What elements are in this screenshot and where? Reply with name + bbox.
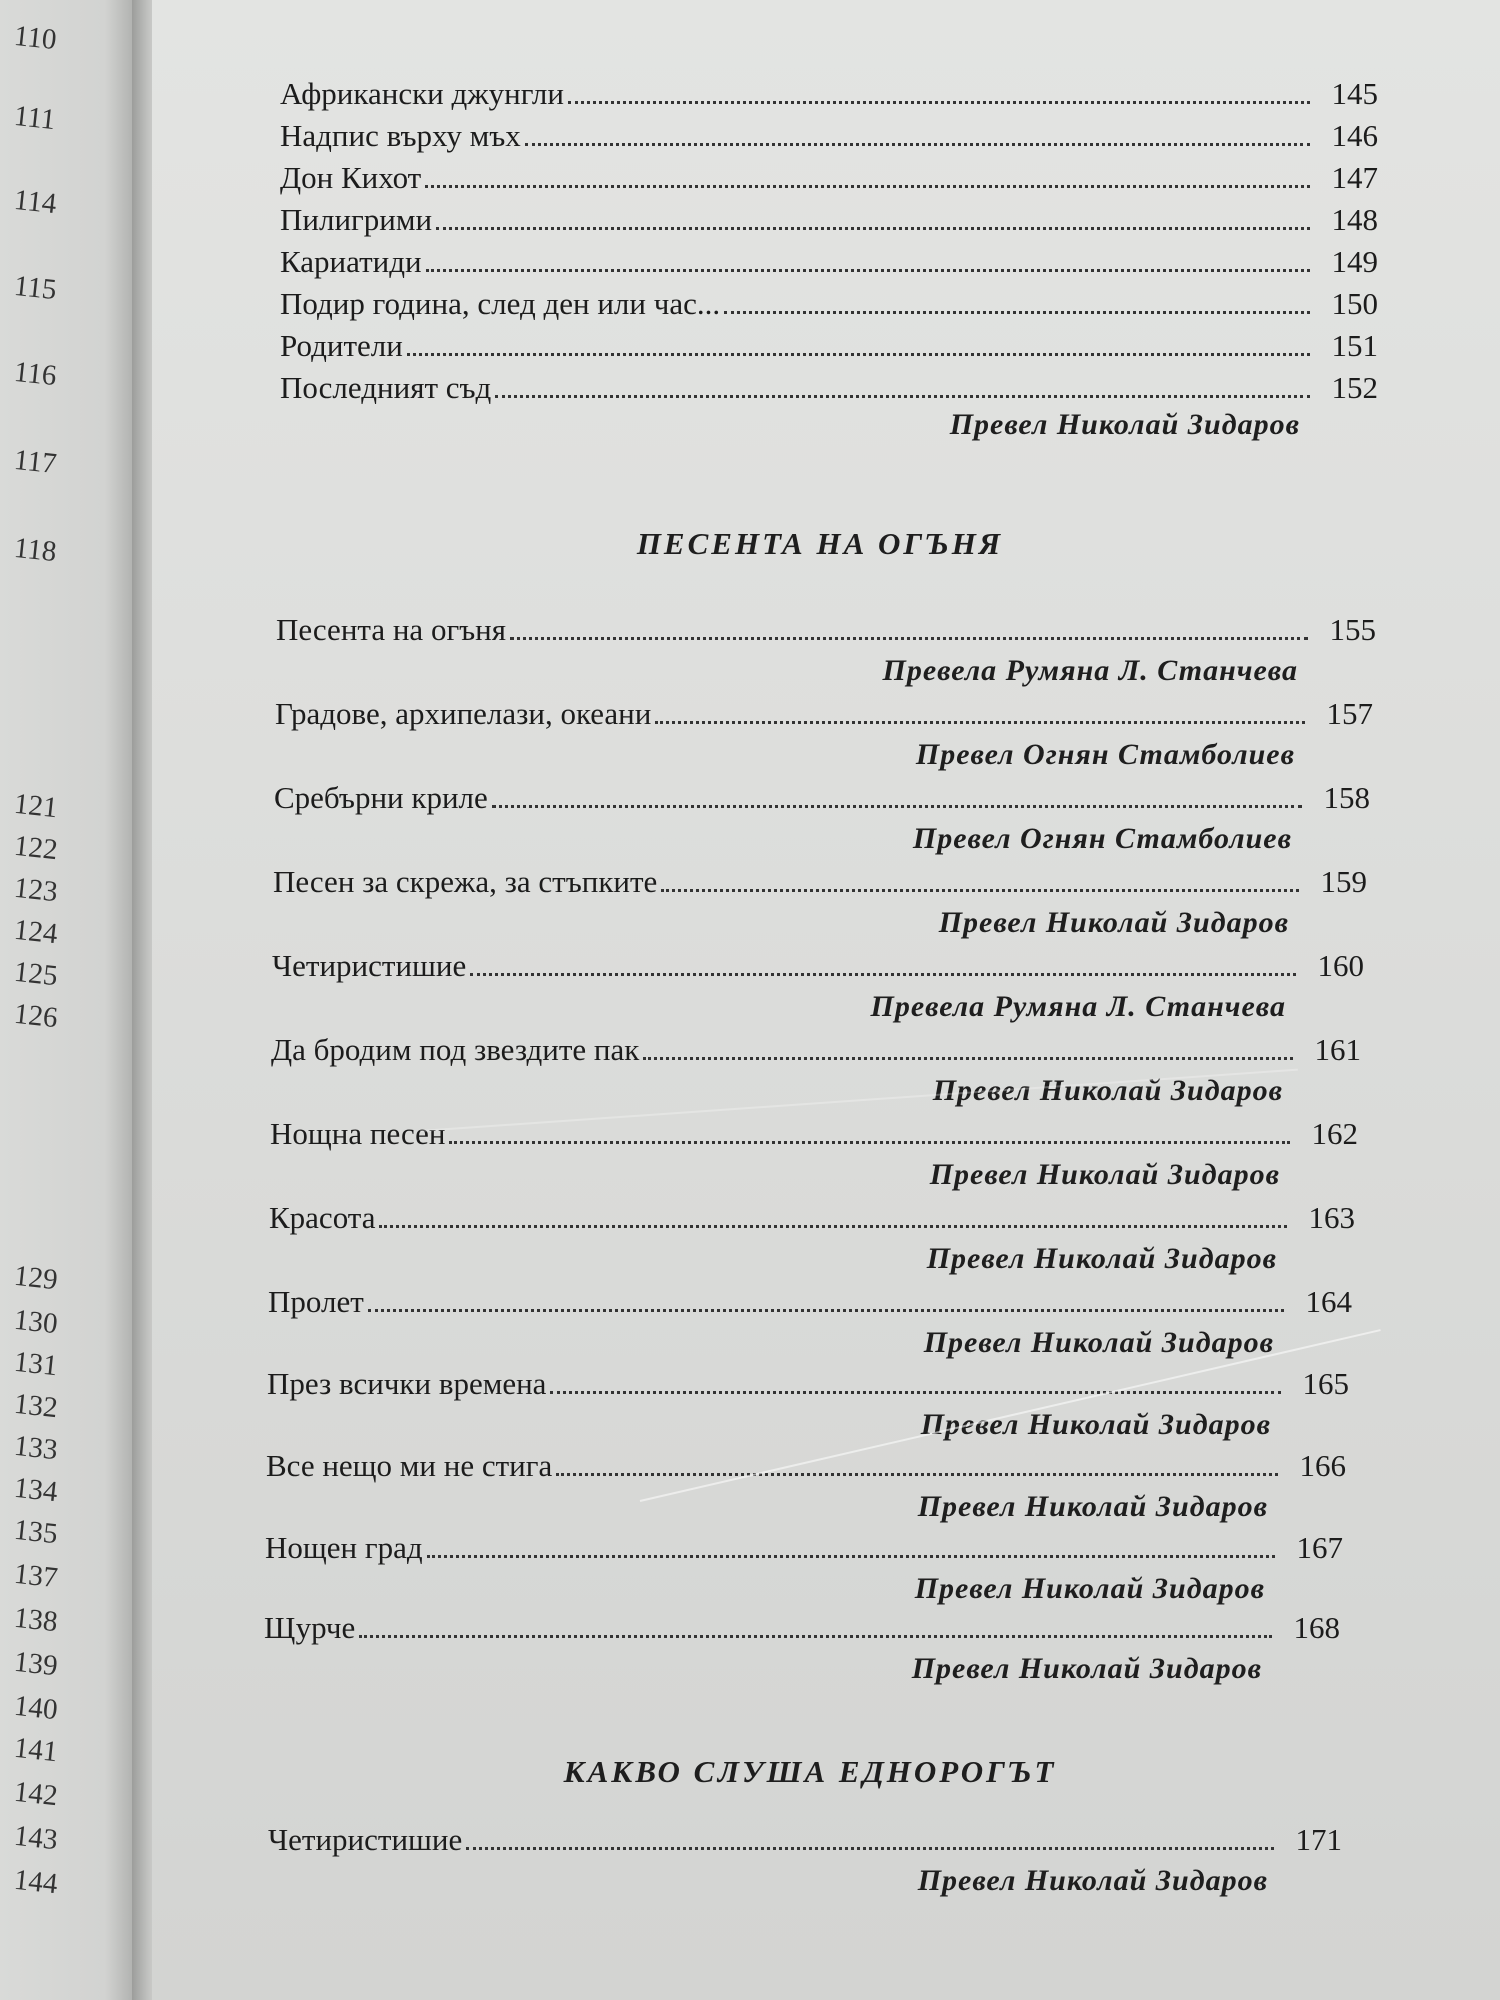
left-margin-number: 135 <box>12 1513 60 1551</box>
dot-leader <box>495 395 1310 398</box>
entry-title: Надпис върху мъх <box>280 118 521 153</box>
translator-credit: Превел Николай Зидаров <box>929 1158 1280 1191</box>
toc-entry <box>280 328 1378 364</box>
dot-leader <box>436 227 1310 230</box>
left-margin-number: 131 <box>12 1345 60 1383</box>
dot-leader <box>379 1225 1287 1228</box>
dot-leader <box>470 973 1296 976</box>
toc-entry <box>280 244 1378 280</box>
translator-credit: Превел Огнян Стамболиев <box>912 822 1292 855</box>
entry-page-number: 155 <box>1329 612 1376 647</box>
toc-entry <box>267 1366 1349 1402</box>
entry-title: През всички времена <box>267 1366 547 1401</box>
toc-entry <box>266 1448 1346 1484</box>
translator-credit: Превел Николай Зидаров <box>911 1652 1262 1685</box>
section-title-ednorogat: КАКВО СЛУША ЕДНОРОГЪТ <box>563 1754 1057 1789</box>
left-margin-number: 138 <box>12 1601 60 1639</box>
toc-entry <box>275 696 1373 732</box>
translator-credit: Превела Румяна Л. Станчева <box>870 990 1286 1023</box>
toc-entry <box>280 286 1378 322</box>
entry-page-number: 151 <box>1331 328 1378 363</box>
translator-credit: Превел Николай Зидаров <box>932 1074 1283 1107</box>
entry-page-number: 159 <box>1320 864 1367 899</box>
toc-entry <box>280 118 1378 154</box>
toc-entry <box>270 1116 1358 1152</box>
entry-title: Щурче <box>264 1610 356 1645</box>
left-margin-number: 132 <box>12 1387 60 1425</box>
entry-page-number: 171 <box>1295 1822 1342 1857</box>
entry-page-number: 157 <box>1326 696 1373 731</box>
dot-leader <box>568 101 1310 104</box>
translator-credit: Превела Румяна Л. Станчева <box>882 654 1298 687</box>
entry-title: Кариатиди <box>280 244 422 279</box>
entry-page-number: 163 <box>1308 1200 1355 1235</box>
dot-leader <box>643 1057 1293 1060</box>
entry-page-number: 150 <box>1331 286 1378 321</box>
entry-title: Последният съд <box>280 370 492 405</box>
dot-leader <box>556 1473 1278 1476</box>
toc-entry <box>273 864 1367 900</box>
left-margin-number: 116 <box>12 355 59 393</box>
left-margin-number: 141 <box>12 1731 60 1769</box>
left-margin-number: 129 <box>12 1259 60 1297</box>
toc-entry <box>280 370 1378 406</box>
toc-entry <box>269 1200 1355 1236</box>
entry-title: Дон Кихот <box>280 160 422 195</box>
entry-title: Четиристишие <box>268 1822 463 1857</box>
entry-title: Пилигрими <box>280 202 433 237</box>
entry-page-number: 168 <box>1293 1610 1340 1645</box>
left-margin-number: 117 <box>12 443 59 481</box>
dot-leader <box>359 1635 1272 1638</box>
translator-credit: Превел Николай Зидаров <box>920 1408 1271 1441</box>
dot-leader <box>655 721 1305 724</box>
entry-title: Четиристишие <box>272 948 467 983</box>
entry-page-number: 164 <box>1305 1284 1352 1319</box>
section-title-pesenta: ПЕСЕНТА НА ОГЪНЯ <box>636 526 1004 561</box>
entry-title: Родители <box>280 328 403 363</box>
toc-entry <box>276 612 1376 648</box>
left-margin-number: 133 <box>12 1429 60 1467</box>
toc-entry <box>272 948 1364 984</box>
left-margin-number: 144 <box>12 1863 60 1901</box>
left-margin-number: 130 <box>12 1303 60 1341</box>
left-margin-number: 122 <box>12 829 60 867</box>
left-margin-number: 143 <box>12 1819 60 1857</box>
toc-entry <box>280 202 1378 238</box>
dot-leader <box>449 1141 1290 1144</box>
toc-entry <box>280 76 1378 112</box>
dot-leader <box>368 1309 1284 1312</box>
dot-leader <box>724 311 1310 314</box>
entry-page-number: 149 <box>1331 244 1378 279</box>
entry-title: Красота <box>269 1200 376 1235</box>
translator-credit: Превел Николай Зидаров <box>914 1572 1265 1605</box>
translator-credit: Превел Николай Зидаров <box>938 906 1289 939</box>
entry-title: Нощен град <box>265 1530 423 1565</box>
dot-leader <box>407 353 1310 356</box>
left-margin-number: 111 <box>12 99 57 137</box>
left-margin-number: 137 <box>12 1557 60 1595</box>
translator-credit: Превел Николай Зидаров <box>917 1864 1268 1897</box>
translator-credit: Превел Николай Зидаров <box>917 1490 1268 1523</box>
toc-entry <box>265 1530 1343 1566</box>
toc-entry <box>264 1610 1340 1646</box>
entry-title: Градове, архипелази, океани <box>275 696 652 731</box>
translator-credit: Превел Николай Зидаров <box>949 408 1300 441</box>
entry-title: Все нещо ми не стига <box>266 1448 553 1483</box>
entry-title: Подир година, след ден или час... <box>280 286 721 321</box>
left-margin-number: 126 <box>12 997 60 1035</box>
entry-title: Нощна песен <box>270 1116 446 1151</box>
left-margin-number: 134 <box>12 1471 60 1509</box>
entry-title: Пролет <box>268 1284 364 1319</box>
left-margin-number: 118 <box>12 531 59 569</box>
entry-page-number: 158 <box>1323 780 1370 815</box>
toc-entry <box>268 1284 1352 1320</box>
entry-page-number: 161 <box>1314 1032 1361 1067</box>
toc-entry <box>271 1032 1361 1068</box>
entry-page-number: 160 <box>1317 948 1364 983</box>
left-margin-number: 114 <box>12 183 59 221</box>
left-margin-number: 121 <box>12 787 60 825</box>
left-margin-number: 140 <box>12 1689 60 1727</box>
entry-page-number: 148 <box>1331 202 1378 237</box>
entry-title: Африкански джунгли <box>280 76 564 111</box>
entry-page-number: 165 <box>1302 1366 1349 1401</box>
entry-page-number: 147 <box>1331 160 1378 195</box>
toc-entry <box>268 1822 1342 1858</box>
entry-page-number: 166 <box>1299 1448 1346 1483</box>
dot-leader <box>661 889 1299 892</box>
left-margin-number: 124 <box>12 913 60 951</box>
entry-page-number: 145 <box>1331 76 1378 111</box>
entry-title: Песента на огъня <box>276 612 507 647</box>
entry-title: Сребърни криле <box>274 780 488 815</box>
translator-credit: Превел Николай Зидаров <box>926 1242 1277 1275</box>
toc-entry <box>274 780 1370 816</box>
toc-entry <box>280 160 1378 196</box>
dot-leader <box>427 1555 1275 1558</box>
entry-page-number: 162 <box>1311 1116 1358 1151</box>
left-margin-number: 115 <box>12 269 59 307</box>
dot-leader <box>466 1847 1274 1850</box>
translator-credit: Превел Николай Зидаров <box>923 1326 1274 1359</box>
entry-title: Да бродим под звездите пак <box>271 1032 640 1067</box>
left-margin-number: 123 <box>12 871 60 909</box>
dot-leader <box>425 185 1310 188</box>
entry-page-number: 146 <box>1331 118 1378 153</box>
left-margin-number: 110 <box>12 19 59 57</box>
left-margin-number: 142 <box>12 1775 60 1813</box>
dot-leader <box>525 143 1310 146</box>
dot-leader <box>550 1391 1281 1394</box>
dot-leader <box>426 269 1310 272</box>
entry-page-number: 152 <box>1331 370 1378 405</box>
left-margin-number: 139 <box>12 1645 60 1683</box>
translator-credit: Превел Огнян Стамболиев <box>915 738 1295 771</box>
entry-page-number: 167 <box>1296 1530 1343 1565</box>
dot-leader <box>510 637 1308 640</box>
entry-title: Песен за скрежа, за стъпките <box>273 864 658 899</box>
dot-leader <box>492 805 1302 808</box>
left-margin-number: 125 <box>12 955 60 993</box>
